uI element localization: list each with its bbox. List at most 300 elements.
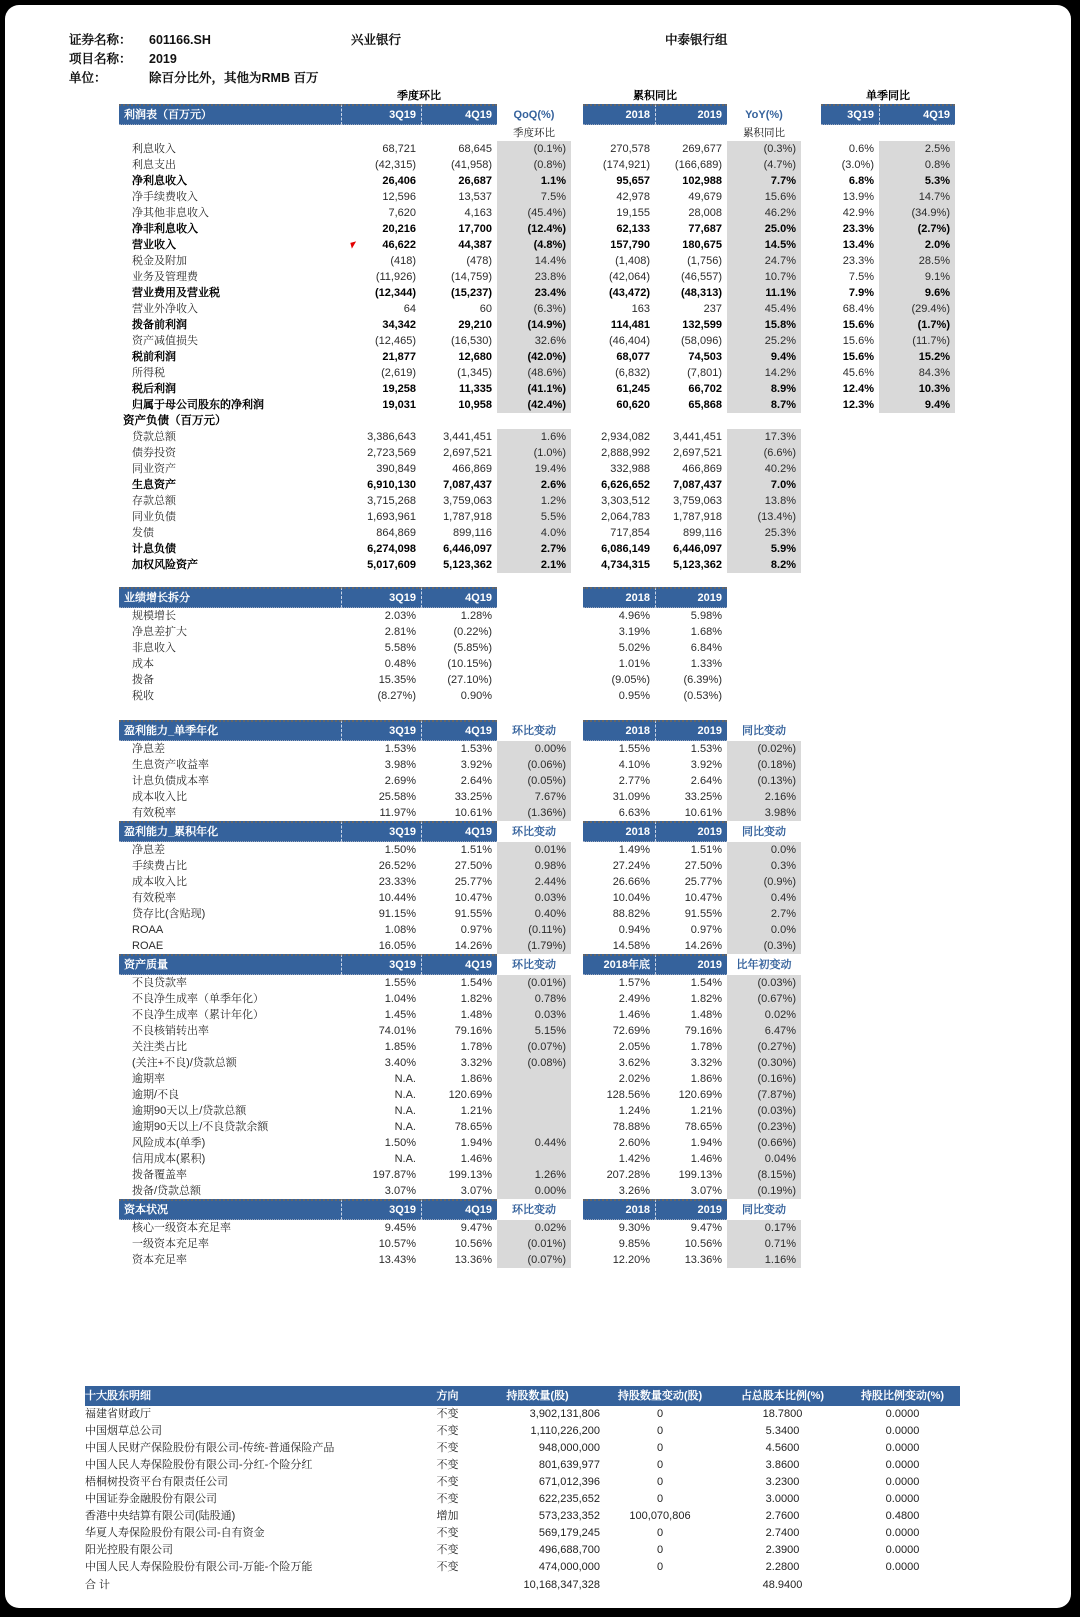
direction: 增加: [436, 1510, 459, 1522]
cell: (1.36%): [497, 805, 571, 821]
cell: (9.05%): [611, 674, 650, 686]
row-label: 计息负债: [132, 543, 176, 555]
cell: 14.58%: [612, 940, 650, 952]
cell: 0.03%: [497, 1007, 571, 1023]
column-header-row: [119, 720, 801, 741]
cell: [821, 125, 879, 141]
spacer: [571, 1183, 583, 1199]
cell: 1.82%: [460, 993, 492, 1005]
shareholder-row: [85, 1491, 960, 1508]
column-header: QoQ(%): [513, 108, 555, 121]
cell: 44,387: [458, 239, 492, 251]
cell: 13.36%: [454, 1254, 492, 1266]
cell: 0.90%: [460, 690, 492, 702]
row-label: 同业资产: [132, 463, 176, 475]
spacer: [571, 741, 583, 757]
capital-status-table: [119, 1199, 801, 1268]
cell: 6,086,149: [601, 543, 650, 555]
cell: 13.8%: [727, 493, 801, 509]
cell: 25.77%: [684, 876, 722, 888]
direction: 不变: [436, 1459, 459, 1471]
group-name: 中泰银行组: [665, 33, 728, 47]
column-header: 2019: [655, 720, 727, 741]
direction: 不变: [436, 1408, 459, 1420]
row-label: 逾期/不良: [132, 1089, 180, 1101]
shares-change: 0: [656, 1476, 664, 1488]
cell: (8.27%): [377, 690, 416, 702]
cell: 4.0%: [497, 525, 571, 541]
row-label: 风险成本(单季): [132, 1137, 206, 1149]
shares-held: 622,235,652: [538, 1493, 600, 1505]
row-label: 不良核销转出率: [132, 1025, 209, 1037]
cell: 5.02%: [618, 642, 650, 654]
red-arrow-annotation: [350, 241, 357, 248]
table-row: [119, 509, 955, 525]
cell: (0.05%): [497, 773, 571, 789]
row-label: 业务及管理费: [132, 271, 198, 283]
cell: (0.02%): [727, 741, 801, 757]
table-row: [119, 656, 801, 672]
spacer: [571, 1220, 583, 1236]
spacer: [571, 954, 583, 975]
spacer: [571, 805, 583, 821]
cell: 1.45%: [384, 1009, 416, 1021]
cell: 102,988: [682, 175, 722, 187]
cell: 60: [479, 303, 492, 315]
cell: 60,620: [616, 399, 650, 411]
spacer: [571, 789, 583, 805]
row-label: 所得税: [132, 367, 165, 379]
unit-row: [69, 69, 1071, 88]
cell: 1.54%: [690, 977, 722, 989]
spacer: [801, 157, 821, 173]
table-row: [119, 688, 801, 704]
cell: 4,734,315: [601, 559, 650, 571]
cell: 1.04%: [384, 993, 416, 1005]
cell: 21,877: [382, 351, 416, 363]
cell: 864,869: [376, 527, 416, 539]
cell: 8.9%: [727, 381, 801, 397]
row-label: 非息收入: [132, 642, 176, 654]
shares-held: 3,902,131,806: [529, 1408, 600, 1420]
pct-of-capital: 2.7600: [765, 1510, 800, 1522]
shareholder-name: 福建省财政厅: [85, 1408, 151, 1420]
cell: 1.33%: [690, 658, 722, 670]
cell: 0.02%: [497, 1220, 571, 1236]
cell: [341, 125, 421, 141]
cell: 0.04%: [727, 1151, 801, 1167]
cell: 31.09%: [612, 791, 650, 803]
spacer: [801, 365, 821, 381]
cell: 20,216: [382, 223, 416, 235]
row-label: 利息收入: [132, 143, 176, 155]
spacer: [801, 189, 821, 205]
group-header: 单季同比: [866, 90, 910, 102]
row-label: 税前利润: [132, 351, 176, 363]
section-title: 利润表（百万元）: [119, 104, 341, 125]
cell: 3,386,643: [367, 431, 416, 443]
cell: 1.85%: [384, 1041, 416, 1053]
cell: 180,675: [682, 239, 722, 251]
table-row: [119, 333, 955, 349]
cell: 13.4%: [842, 239, 874, 251]
cell: 10.44%: [378, 892, 416, 904]
table-row: [119, 757, 801, 773]
row-label: 营业外净收入: [132, 303, 198, 315]
spacer: [571, 922, 583, 938]
cell: 91.55%: [454, 908, 492, 920]
cell: 45.6%: [842, 367, 874, 379]
cell: (16,530): [451, 335, 492, 347]
column-header: 2019: [655, 954, 727, 975]
cell: 19,031: [382, 399, 416, 411]
cell: [845, 1576, 960, 1595]
table-row: [119, 858, 801, 874]
spacer: [571, 938, 583, 954]
cell: 1.46%: [460, 1153, 492, 1165]
cell: 14.4%: [497, 253, 571, 269]
project-value: 2019: [149, 52, 177, 66]
cell: (0.8%): [497, 157, 571, 173]
column-header: 3Q19: [341, 104, 421, 125]
table-row: [119, 1220, 801, 1236]
table-row: [119, 317, 955, 333]
row-label: 净手续费收入: [132, 191, 198, 203]
cell: 1.78%: [690, 1041, 722, 1053]
column-header: 2019: [655, 1199, 727, 1220]
cell: (1,756): [687, 255, 722, 267]
cell: 1.48%: [460, 1009, 492, 1021]
cell: 2.69%: [384, 775, 416, 787]
pct-of-capital: 2.7400: [765, 1527, 800, 1539]
cell: 5,123,362: [673, 559, 722, 571]
shareholder-name: 华夏人寿保险股份有限公司-自有资金: [85, 1527, 265, 1539]
cell: 2.1%: [497, 557, 571, 573]
cell: 26.52%: [378, 860, 416, 872]
spacer: [801, 493, 821, 509]
column-header: 2018: [583, 587, 655, 608]
cell: (46,404): [609, 335, 650, 347]
unit-label: 单位：: [69, 71, 107, 85]
cell: 199.13%: [448, 1169, 492, 1181]
cell: 2.49%: [618, 993, 650, 1005]
metric-sections: [5, 587, 1071, 1268]
cell: [879, 525, 955, 541]
column-header: 2019: [655, 104, 727, 125]
cell: 1,787,918: [673, 511, 722, 523]
spacer: [571, 317, 583, 333]
row-label: 营业费用及营业税: [132, 287, 220, 299]
cell: 42.9%: [842, 207, 874, 219]
cell: [497, 1151, 571, 1167]
row-label: 核心一级资本充足率: [132, 1222, 231, 1234]
pct-change: 0.0000: [885, 1425, 920, 1437]
spacer: [571, 285, 583, 301]
cell: 1.86%: [690, 1073, 722, 1085]
row-label: 生息资产收益率: [132, 759, 209, 771]
table-row: [119, 672, 801, 688]
spacer: [571, 381, 583, 397]
column-header: 4Q19: [421, 821, 497, 842]
cell: [497, 640, 571, 656]
column-header: [727, 587, 801, 608]
spacer: [571, 757, 583, 773]
table-row: [119, 237, 955, 253]
direction: 不变: [436, 1527, 459, 1539]
total-pct: 48.9400: [762, 1579, 803, 1591]
cell: 15.2%: [879, 349, 955, 365]
cell: 2.02%: [618, 1073, 650, 1085]
cell: 10.7%: [727, 269, 801, 285]
table-row: [119, 189, 955, 205]
cell: 15.6%: [842, 319, 874, 331]
spacer: [571, 608, 583, 624]
column-header-row: [119, 104, 955, 125]
cell: [420, 1576, 475, 1595]
cell: 237: [703, 303, 722, 315]
cell: (34.9%): [879, 205, 955, 221]
cell: (1.79%): [497, 938, 571, 954]
cell: [879, 557, 955, 573]
cell: (174,921): [602, 159, 650, 171]
spacer: [801, 333, 821, 349]
cell: (14,759): [451, 271, 492, 283]
cell: (43,472): [609, 287, 650, 299]
cell: [879, 509, 955, 525]
cell: 25.3%: [727, 525, 801, 541]
column-header-row: [85, 1386, 960, 1406]
cell: 899,116: [683, 527, 722, 539]
column-header: 持股比例变动(%): [845, 1386, 960, 1406]
cell: 7.67%: [497, 789, 571, 805]
row-label: 拨备/贷款总额: [132, 1185, 202, 1197]
cell: (12.4%): [497, 221, 571, 237]
column-header: 2018: [583, 104, 655, 125]
column-header: [497, 587, 571, 608]
column-header: 环比变动: [512, 958, 556, 971]
table-row: [119, 842, 801, 858]
cell: (5.85%): [453, 642, 492, 654]
cell: 23.33%: [378, 876, 416, 888]
cell: 3.07%: [690, 1185, 722, 1197]
row-label: 不良贷款率: [132, 977, 187, 989]
cell: 7.9%: [848, 287, 874, 299]
cell: 2.64%: [690, 775, 722, 787]
cell: 1.51%: [460, 844, 492, 856]
bank-name: 兴业银行: [351, 33, 402, 47]
table-row: [119, 640, 801, 656]
spacer: [801, 221, 821, 237]
shares-change: 0: [656, 1408, 664, 1420]
cell: 128.56%: [606, 1089, 650, 1101]
cell: [497, 672, 571, 688]
spacer: [571, 365, 583, 381]
cell: (45.4%): [497, 205, 571, 221]
cell: 3.98%: [384, 759, 416, 771]
table-row: [119, 493, 955, 509]
pct-of-capital: 3.0000: [765, 1493, 800, 1505]
row-label: 存款总额: [132, 495, 176, 507]
pct-change: 0.0000: [885, 1544, 920, 1556]
row-label: 资本充足率: [132, 1254, 187, 1266]
row-label: 关注类占比: [132, 1041, 187, 1053]
cell: 10.56%: [454, 1238, 492, 1250]
spacer: [571, 493, 583, 509]
table-row: [119, 1135, 801, 1151]
cell: 65,868: [688, 399, 722, 411]
row-label: 资产减值损失: [132, 335, 198, 347]
cell: (4.7%): [727, 157, 801, 173]
spacer: [571, 104, 583, 125]
cell: 3.98%: [727, 805, 801, 821]
cell: N.A.: [394, 1089, 416, 1101]
column-header: 占总股本比例(%): [720, 1386, 845, 1406]
table-row: [119, 349, 955, 365]
table-row: [119, 1039, 801, 1055]
cell: 0.71%: [727, 1236, 801, 1252]
cell: 6.8%: [848, 175, 874, 187]
cell: 0.97%: [690, 924, 722, 936]
cell: 2.6%: [497, 477, 571, 493]
cell: 13.9%: [842, 191, 874, 203]
column-header: 环比变动: [512, 724, 556, 737]
cell: [821, 557, 879, 573]
cell: (41.1%): [497, 381, 571, 397]
cell: [497, 688, 571, 704]
unit-value: 除百分比外，其他为RMB 百万: [149, 71, 319, 85]
cell: 197.87%: [372, 1169, 416, 1181]
cell: 0.0%: [727, 922, 801, 938]
cell: [600, 1576, 720, 1595]
shares-held: 1,110,226,200: [530, 1425, 600, 1437]
cell: 10.47%: [684, 892, 722, 904]
cell: 7.5%: [848, 271, 874, 283]
shareholder-row: [85, 1508, 960, 1525]
cell: 3.40%: [384, 1057, 416, 1069]
cell: 2.60%: [618, 1137, 650, 1149]
spacer: [801, 141, 821, 157]
cell: [497, 1103, 571, 1119]
spacer: [571, 141, 583, 157]
cell: 7,087,437: [443, 479, 492, 491]
cell: 27.50%: [684, 860, 722, 872]
cell: 1,787,918: [443, 511, 492, 523]
cell: 11,335: [458, 383, 492, 395]
cell: (0.07%): [497, 1039, 571, 1055]
cell: 199.13%: [678, 1169, 722, 1181]
row-label: 归属于母公司股东的净利润: [132, 399, 264, 411]
row-label: 净其他非息收入: [132, 207, 209, 219]
security-name-label: 证券名称：: [69, 33, 132, 47]
cell: 4.96%: [618, 610, 650, 622]
section-title: 盈利能力_单季年化: [119, 720, 341, 741]
spacer: [571, 656, 583, 672]
table-row: [119, 608, 801, 624]
cell: 1.50%: [384, 1137, 416, 1149]
cell: 0.40%: [497, 906, 571, 922]
pct-of-capital: 4.5600: [765, 1442, 800, 1454]
table-row: [119, 805, 801, 821]
cell: 8.7%: [727, 397, 801, 413]
project-row: [69, 50, 1071, 69]
spacer: [571, 269, 583, 285]
cell: (1,345): [457, 367, 492, 379]
spacer: [801, 269, 821, 285]
report-page: [5, 5, 1071, 1608]
cell: (14.9%): [497, 317, 571, 333]
cell: 5.15%: [497, 1023, 571, 1039]
cell: 6.63%: [618, 807, 650, 819]
table-row: [119, 624, 801, 640]
row-label: 一级资本充足率: [132, 1238, 209, 1250]
cell: 13,537: [458, 191, 492, 203]
cell: 1.53%: [690, 743, 722, 755]
spacer: [571, 821, 583, 842]
cell: (0.11%): [497, 922, 571, 938]
cell: 10.61%: [684, 807, 722, 819]
cell: 0.8%: [879, 157, 955, 173]
cell: (1.0%): [497, 445, 571, 461]
spacer: [801, 509, 821, 525]
column-header: 环比变动: [512, 1203, 556, 1216]
row-label: 净息差: [132, 844, 165, 856]
spacer: [571, 1167, 583, 1183]
table-row: [119, 253, 955, 269]
sub-header-row: [119, 125, 955, 141]
cell: [583, 125, 655, 141]
top-shareholders-table: [85, 1386, 960, 1595]
row-label: 有效税率: [132, 807, 176, 819]
direction: 不变: [436, 1476, 459, 1488]
direction: 不变: [436, 1442, 459, 1454]
cell: 3,759,063: [673, 495, 722, 507]
row-label: 拨备前利润: [132, 319, 187, 331]
cell: 0.0%: [727, 842, 801, 858]
document-header: [69, 31, 1071, 88]
row-label: ROAE: [132, 940, 164, 952]
row-label: 利息支出: [132, 159, 176, 171]
row-label: 逾期90天以上/不良贷款余额: [132, 1121, 269, 1133]
total-label: 合 计: [85, 1579, 111, 1591]
cell: 23.3%: [842, 255, 874, 267]
cell: 2,888,992: [601, 447, 650, 459]
cell: 3.07%: [460, 1185, 492, 1197]
column-header: 十大股东明细: [85, 1386, 420, 1406]
cell: (6.6%): [727, 445, 801, 461]
cell: (1.7%): [879, 317, 955, 333]
cell: (29.4%): [879, 301, 955, 317]
cell: 11.1%: [727, 285, 801, 301]
spacer: [571, 1039, 583, 1055]
table-row: [119, 1119, 801, 1135]
cell: 68,721: [382, 143, 416, 155]
spacer: [571, 509, 583, 525]
spacer: [571, 1199, 583, 1220]
cell: (0.03%): [727, 1103, 801, 1119]
shares-change: 0: [656, 1493, 664, 1505]
row-label: 营业收入: [132, 239, 176, 251]
cell: (0.67%): [727, 991, 801, 1007]
spacer: [571, 541, 583, 557]
cell: 0.01%: [497, 842, 571, 858]
pct-change: 0.0000: [885, 1493, 920, 1505]
cell: 14.7%: [879, 189, 955, 205]
cell: 12,680: [458, 351, 492, 363]
spacer: [571, 720, 583, 741]
table-row: [119, 1007, 801, 1023]
cell: 6,910,130: [367, 479, 416, 491]
row-label: 加权风险资产: [132, 559, 198, 571]
